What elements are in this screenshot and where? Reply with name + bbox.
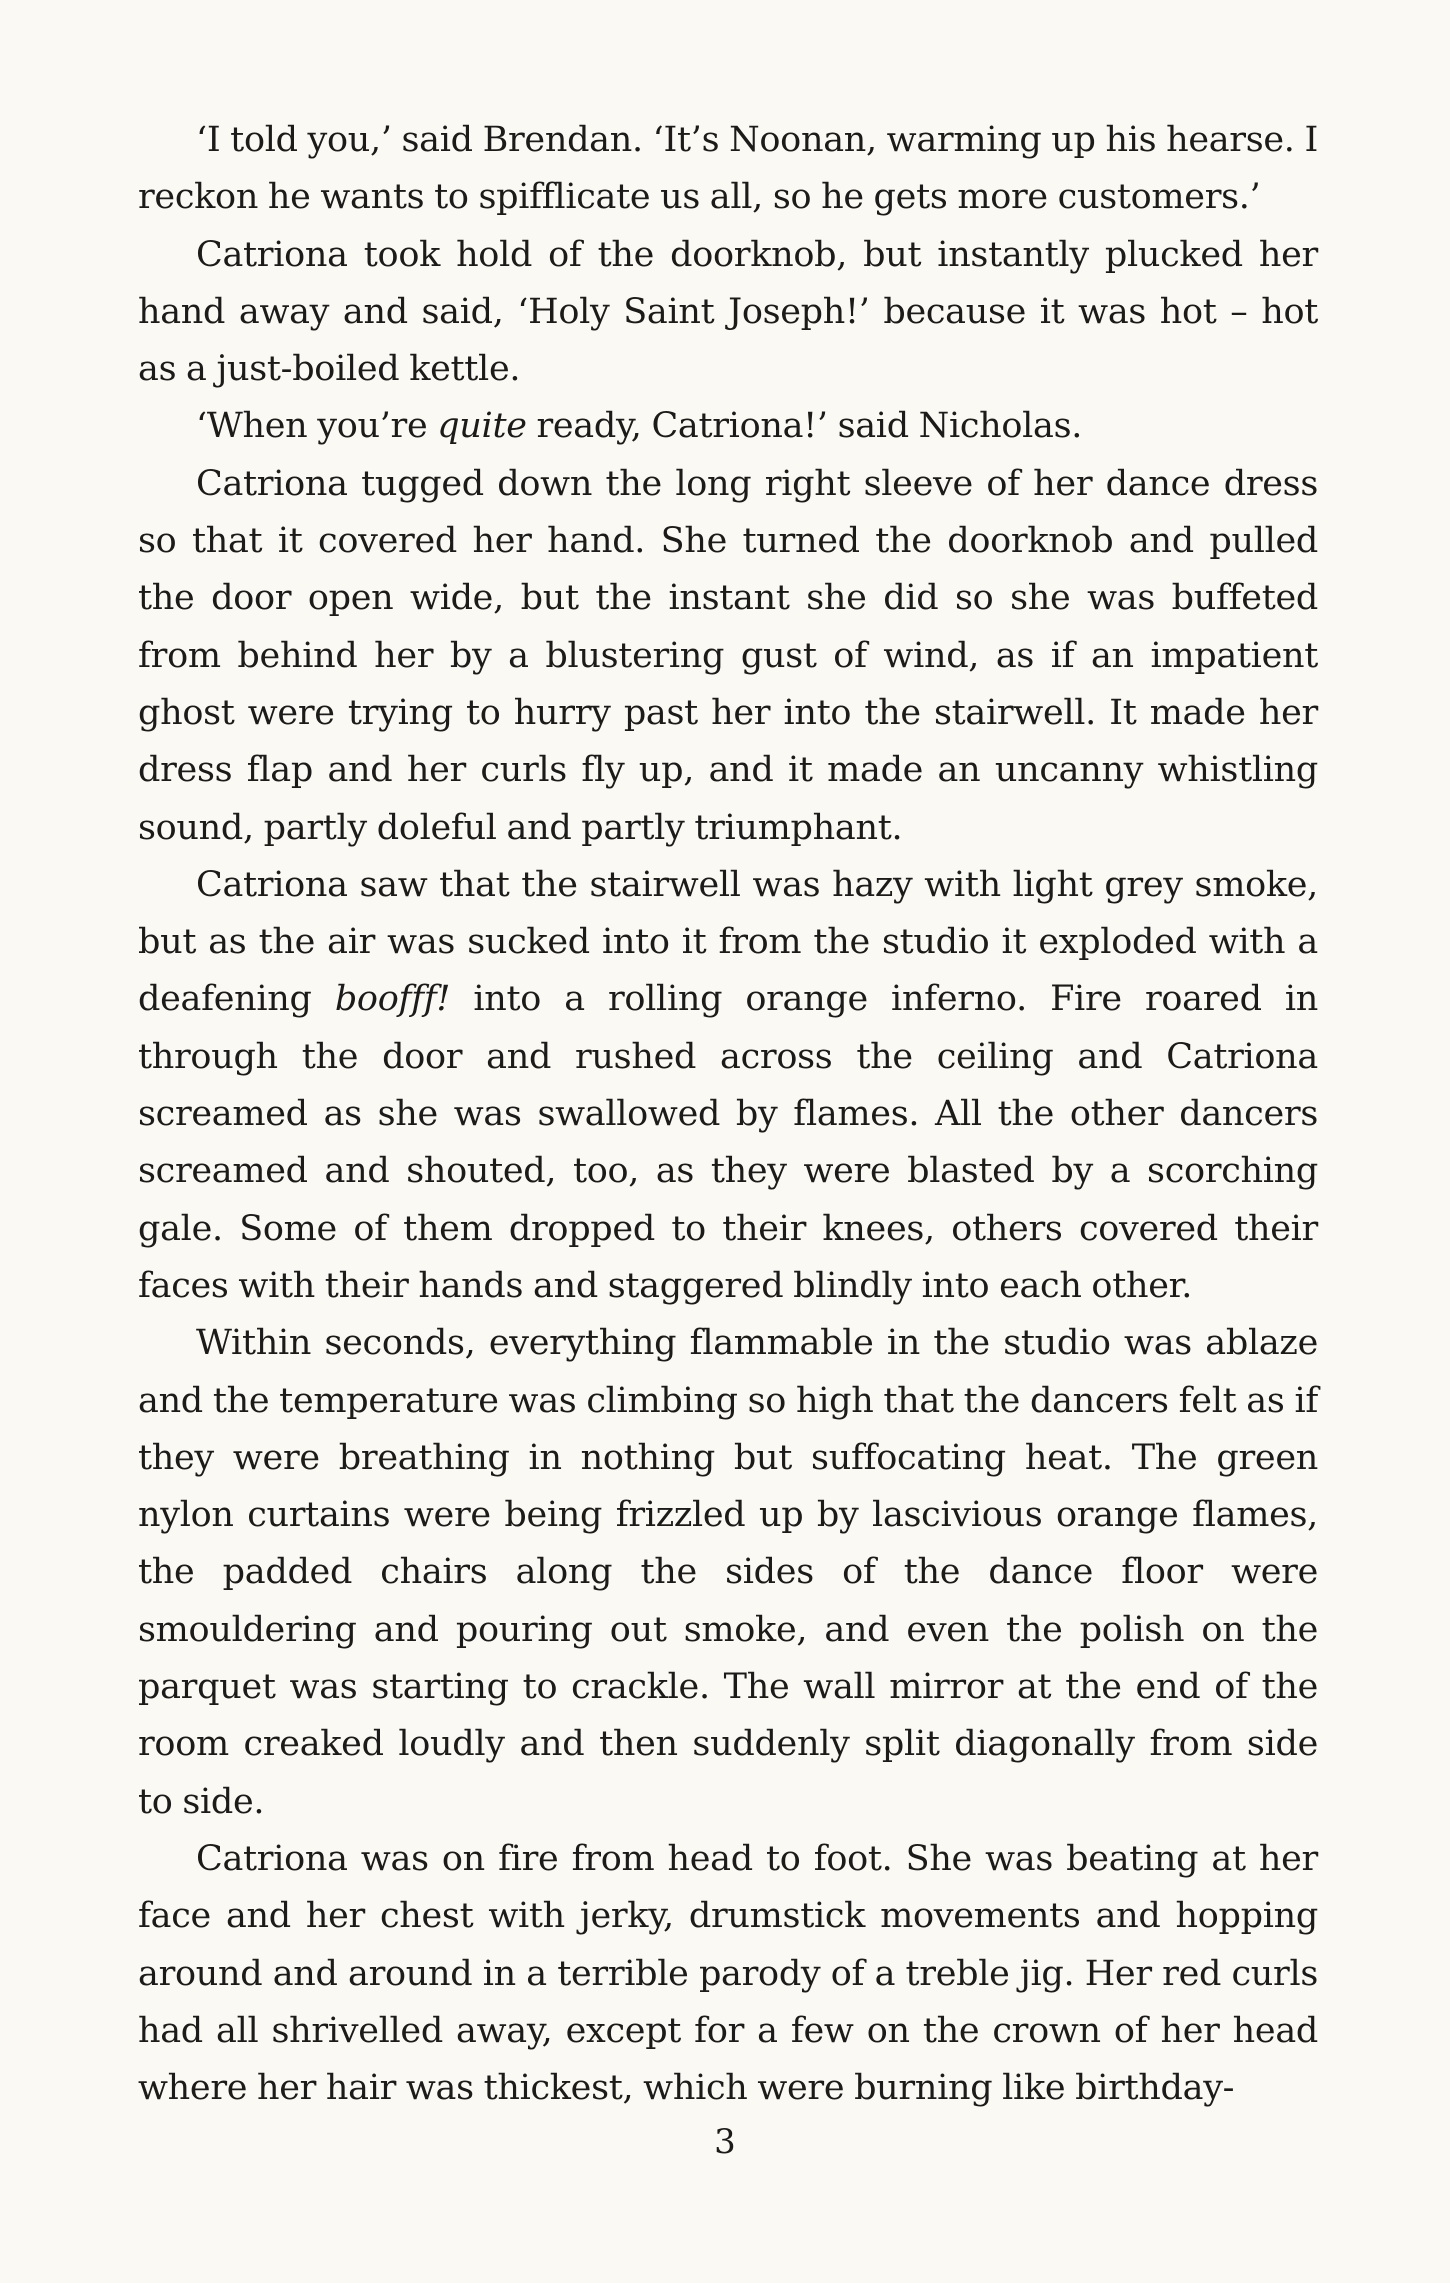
paragraph-7: Catriona was on fire from head to foot. She was beating at her face and her chest with jerky, drumstick movements and hopping around and around in a terrible parody of a treble jig. Her red curls had all shrivelled away, except for a few on the crown of her head where her hair was thickest, which were burning like birthday-	[138, 1838, 1318, 2109]
paragraph-6: Within seconds, everything flammable in the studio was ablaze and the temperature was climbing so high that the dancers felt as if they were breathing in nothing but suffocating heat. The green nylon curtains were being frizzled up by lascivious orange flames, the padded chairs along the sides of the dance floor were smouldering and pouring out smoke, and even the polish on the parquet was starting to crackle. The wall mirror at the end of the room creaked loudly and then suddenly split diagonally from side to side.	[138, 1323, 1318, 1822]
italic-word: quite	[437, 406, 527, 447]
paragraph-3: ‘When you’re quite ready, Catriona!’ said Nicholas.	[196, 406, 1083, 447]
paragraph-1: ‘I told you,’ said Brendan. ‘It’s Noonan, warming up his hearse. I reckon he wants to spifflicate us all, so he gets more customers.’	[138, 120, 1318, 218]
body-text	[138, 112, 1318, 2117]
page-number: 3	[714, 2122, 736, 2162]
paragraph-2: Catriona took hold of the doorknob, but instantly plucked her hand away and said, ‘Holy Saint Joseph!’ because it was hot – hot as a just-boiled kettle.	[138, 234, 1318, 390]
paragraph-4: Catriona tugged down the long right sleeve of her dance dress so that it covered her hand. She turned the doorknob and pulled the door open wide, but the instant she did so she was buffeted from behind her by a blustering gust of wind, as if an impatient ghost were trying to hurry past her into the stairwell. It made her dress flap and her curls fly up, and it made an uncanny whistling sound, partly doleful and partly triumphant.	[138, 463, 1318, 848]
paragraph-5: Catriona saw that the stairwell was hazy with light grey smoke, but as the air was sucked into it from the studio it exploded with a deafening boofff! into a rolling orange inferno. Fire roared in through the door and rushed across the ceiling and Catriona screamed as she was swallowed by flames. All the other dancers screamed and shouted, too, as they were blasted by a scorching gale. Some of them dropped to their knees, others covered their faces with their hands and staggered blindly into each other.	[138, 864, 1318, 1306]
italic-word: boofff!	[334, 979, 451, 1020]
